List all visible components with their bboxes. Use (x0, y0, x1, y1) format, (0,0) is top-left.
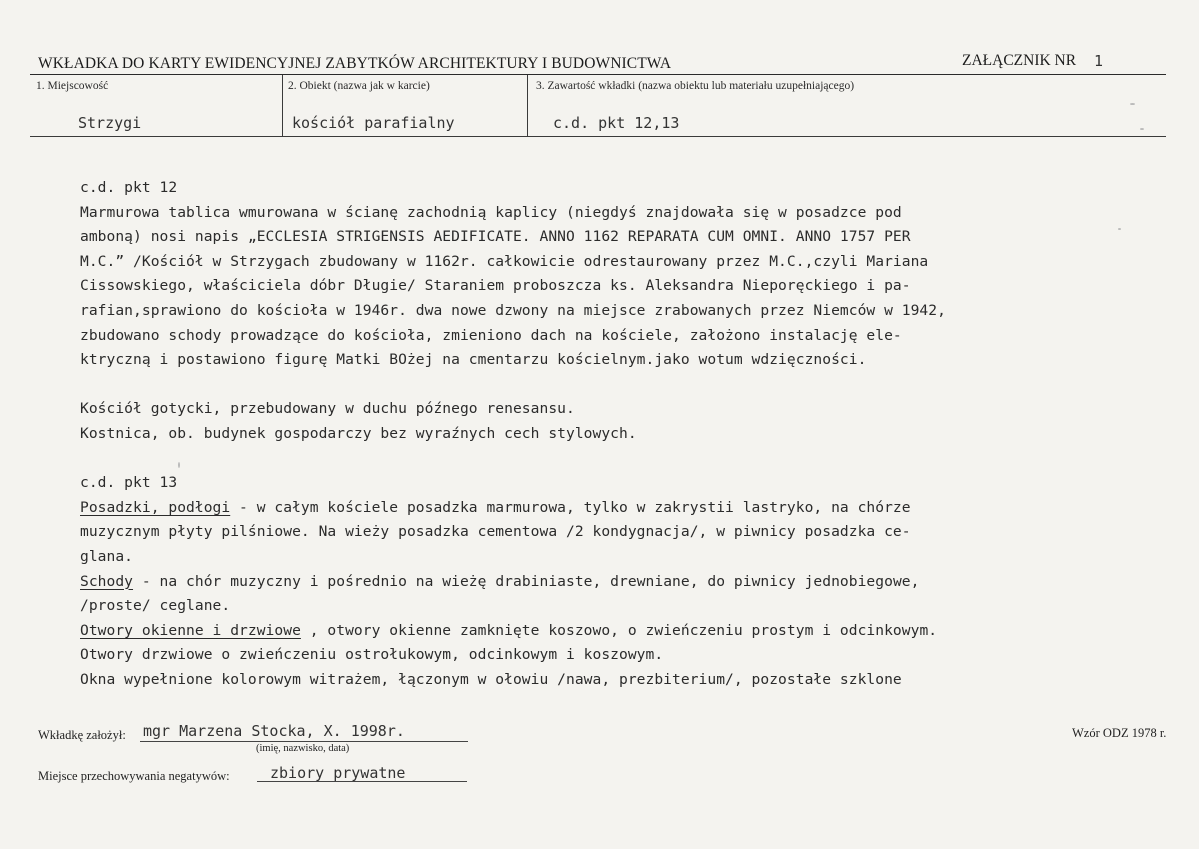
annex-number: 1 (1094, 52, 1104, 70)
paper-speck (178, 462, 180, 468)
author-value: mgr Marzena Stocka, X. 1998r. (143, 722, 405, 740)
contents-label: 3. Zawartość wkładki (nazwa obiektu lub materiału uzupełniającego) (536, 80, 855, 92)
body-line: glana. (80, 547, 134, 565)
body-line: ktryczną i postawiono figurę Matki BOżej na cmentarzu kościelnym.jako wotum wdzięczności. (80, 351, 867, 369)
paper-speck (1140, 128, 1144, 130)
paper-speck (1118, 228, 1121, 230)
paper-speck (1130, 103, 1135, 105)
contents-value: c.d. pkt 12,13 (553, 114, 680, 132)
body-line: c.d. pkt 13 (80, 474, 178, 492)
body-line: amboną) nosi napis „ECCLESIA STRIGENSIS AEDIFICATE. ANNO 1162 REPARATA CUM OMNI. ANNO 1757 PER (80, 228, 911, 246)
field-divider-1 (282, 75, 283, 136)
body-line: Cissowskiego, właściciela dóbr Długie/ Staraniem proboszcza ks. Aleksandra Nieporęckiego i pa- (80, 277, 911, 295)
locality-label: 1. Miejscowość (36, 80, 109, 92)
body-line: zbudowano schody prowadzące do kościoła, zmieniono dach na kościele, założono instalację ele- (80, 326, 902, 344)
floors-line (80, 496, 1150, 521)
body-line: /proste/ ceglane. (80, 597, 231, 615)
typed-description (80, 176, 1150, 692)
field-divider-2 (527, 75, 528, 136)
body-line (80, 447, 1150, 472)
floors-text: - w całym kościele posadzka marmurowa, tylko w zakrystii lastryko, na chórze (230, 498, 911, 516)
fields-rule (30, 136, 1166, 137)
author-caption: (imię, nazwisko, data) (256, 743, 350, 754)
author-label: Wkładkę założył: (38, 728, 126, 742)
body-line: c.d. pkt 12 (80, 179, 178, 196)
body-line: Marmurowa tablica wmurowana w ścianę zachodnią kaplicy (niegdyś znajdowała się w posadzce pod (80, 203, 902, 221)
author-line (140, 741, 468, 742)
object-label: 2. Obiekt (nazwa jak w karcie) (288, 80, 430, 92)
body-line: muzycznym płyty pilśniowe. Na wieży posadzka cementowa /2 kondygnacja/, w piwnicy posadzka ce- (80, 523, 911, 541)
form-title: WKŁADKA DO KARTY EWIDENCYJNEJ ZABYTKÓW ARCHITEKTURY I BUDOWNICTWA (38, 55, 672, 72)
openings-heading: Otwory okienne i drzwiowe (80, 621, 301, 639)
negatives-label: Miejsce przechowywania negatywów: (38, 769, 230, 783)
body-line: rafian,sprawiono do kościoła w 1946r. dwa nowe dzwony na miejsce zrabowanych przez Niemców w 1942, (80, 301, 946, 319)
body-line: Otwory drzwiowe o zwieńczeniu ostrołukowym, odcinkowym i koszowym. (80, 646, 664, 664)
floors-heading: Posadzki, podłogi (80, 498, 231, 516)
stairs-heading: Schody (80, 572, 134, 590)
body-line: Kostnica, ob. budynek gospodarczy bez wyraźnych cech stylowych. (80, 424, 637, 442)
object-value: kościół parafialny (292, 114, 455, 132)
header-rule (30, 74, 1166, 75)
negatives-value: zbiory prywatne (270, 764, 406, 782)
stairs-line (80, 570, 1150, 595)
body-line (80, 373, 1150, 398)
negatives-line (257, 781, 467, 782)
stairs-text: - na chór muzyczny i pośrednio na wieżę drabiniaste, drewniane, do piwnicy jednobiegowe, (133, 572, 920, 590)
openings-line (80, 619, 1150, 644)
annex-label: ZAŁĄCZNIK NR (962, 52, 1077, 69)
body-line: Okna wypełnione kolorowym witrażem, łączonym w ołowiu /nawa, prezbiterium/, pozostałe szklone (80, 670, 902, 688)
template-note: Wzór ODZ 1978 r. (1072, 726, 1167, 740)
body-line: Kościół gotycki, przebudowany w duchu późnego renesansu. (80, 400, 575, 418)
locality-value: Strzygi (78, 114, 142, 132)
body-line: M.C.” /Kościół w Strzygach zbudowany w 1162r. całkowicie odrestaurowany przez M.C.,czyli Mariana (80, 252, 929, 270)
openings-text: , otwory okienne zamknięte koszowo, o zwieńczeniu prostym i odcinkowym. (300, 621, 938, 639)
